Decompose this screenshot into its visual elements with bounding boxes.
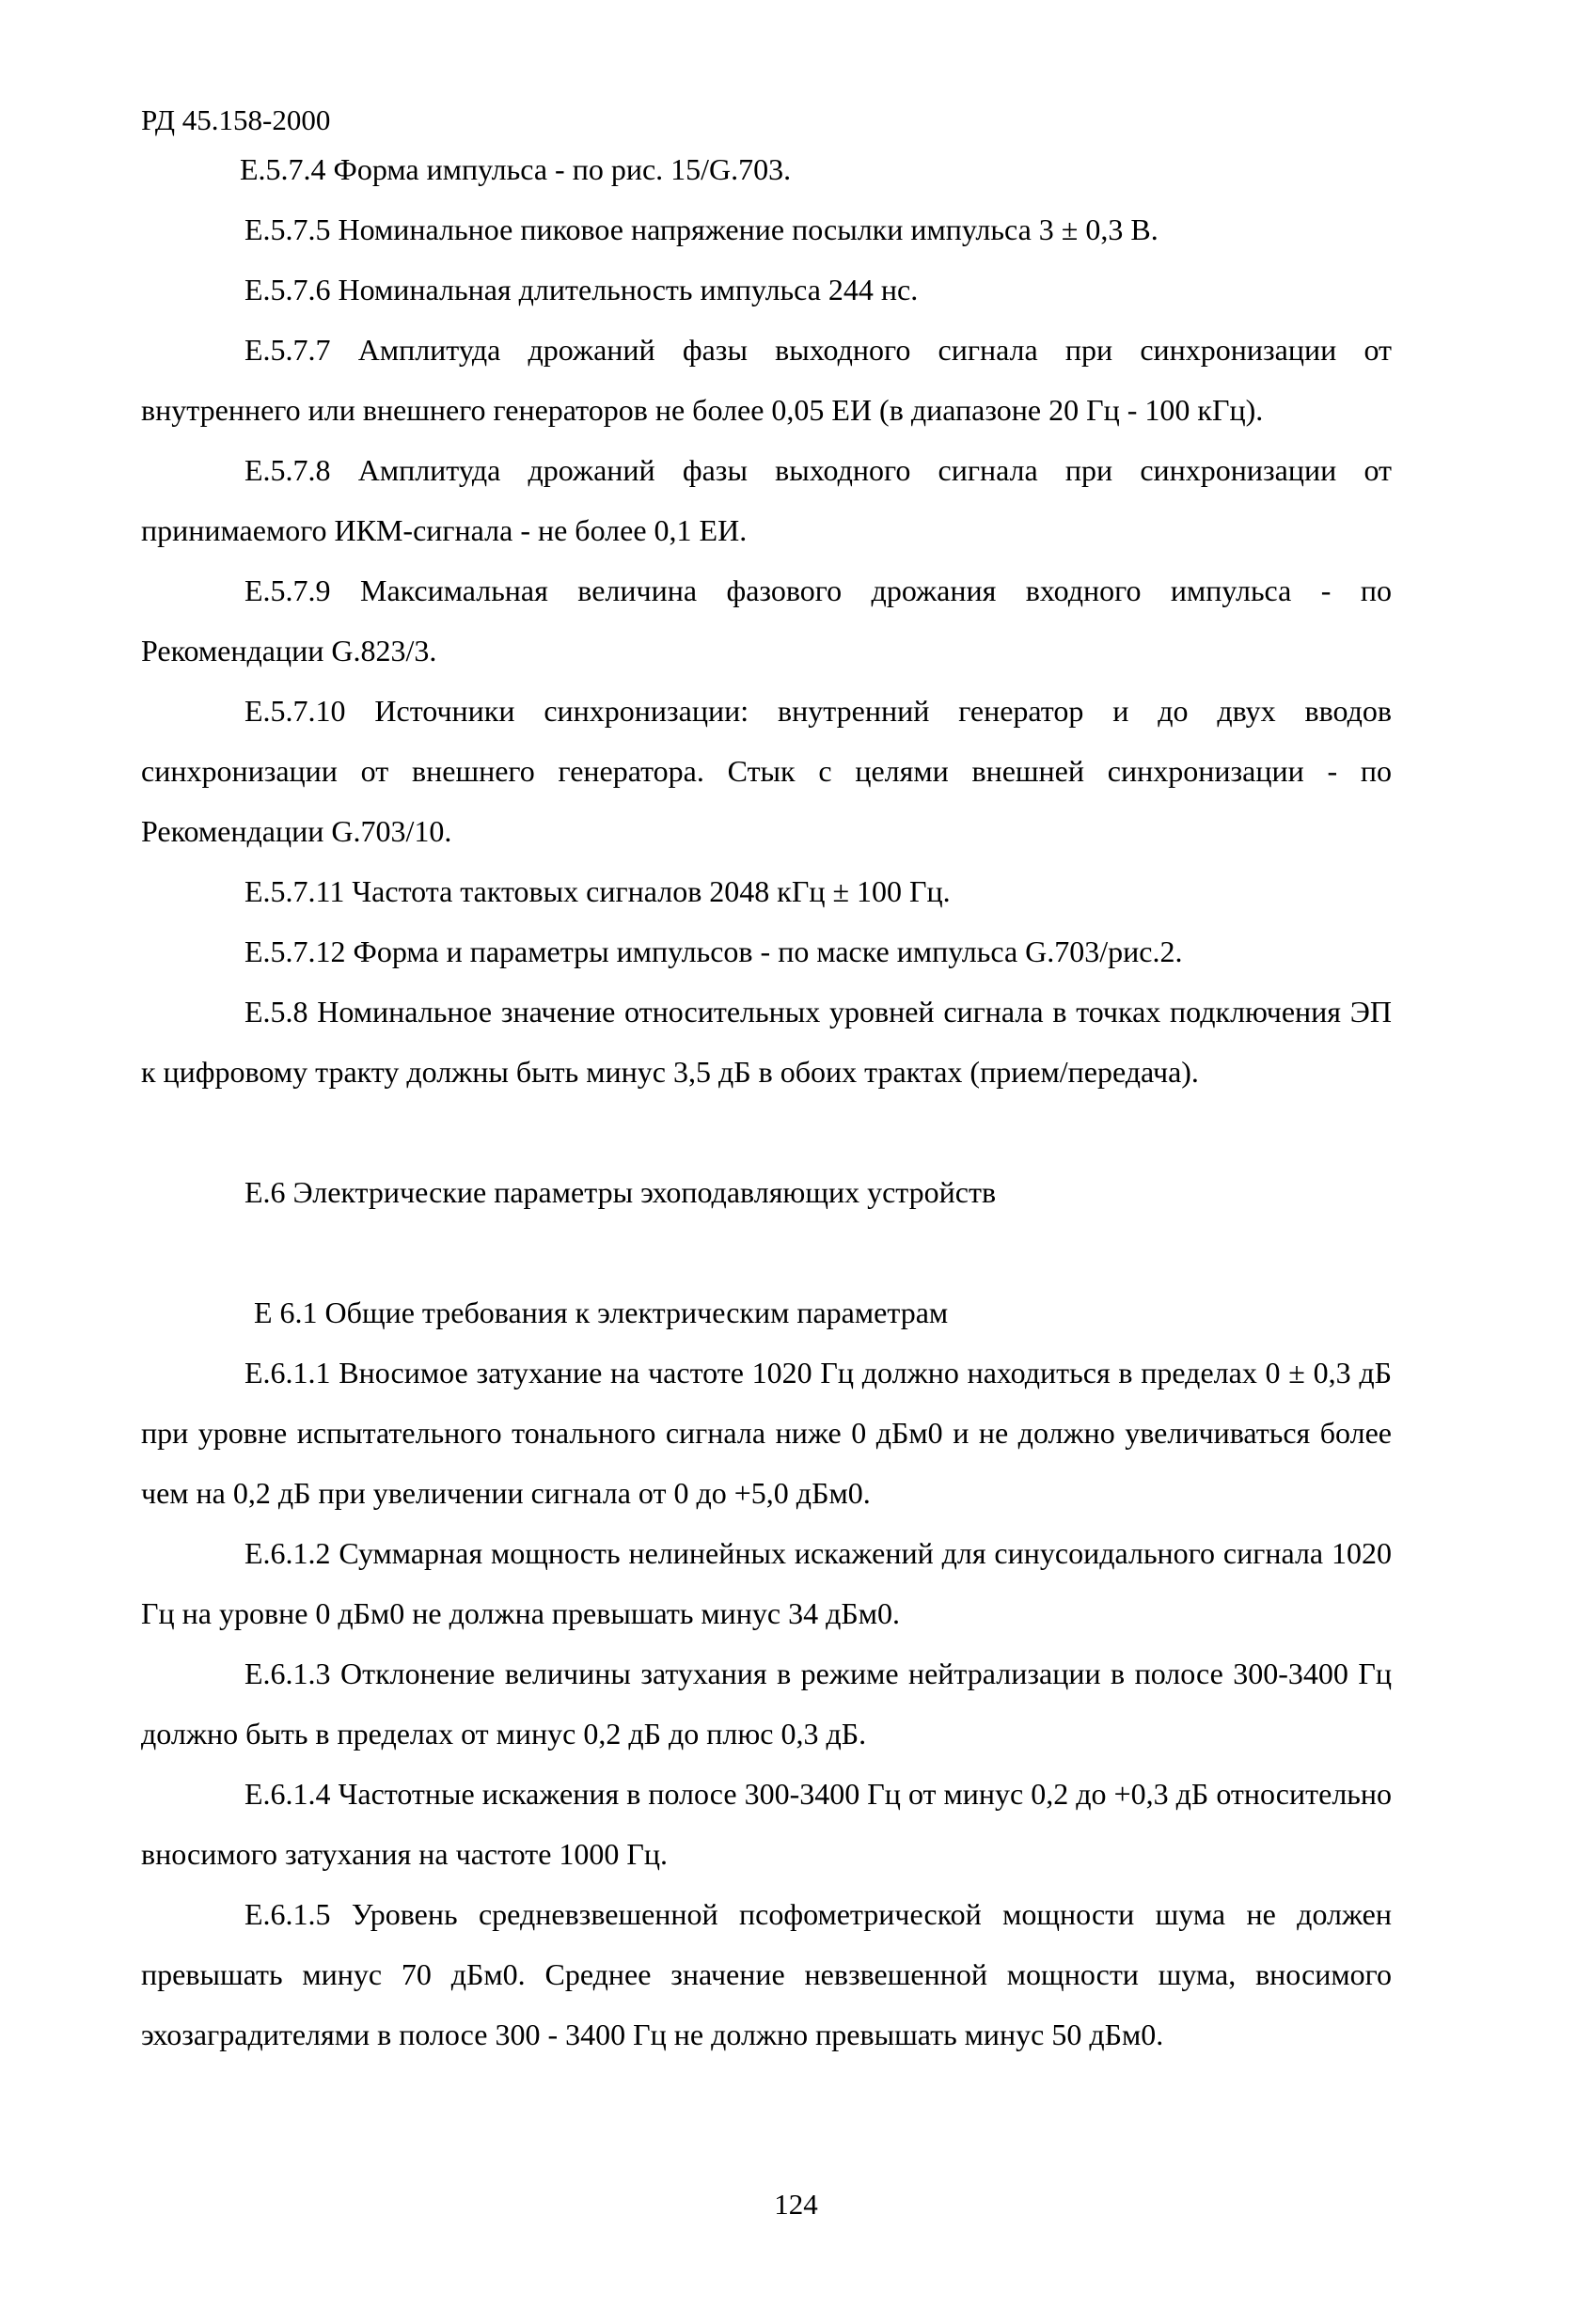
paragraph-e-6-1-1: Е.6.1.1 Вносимое затухание на частоте 1020 Гц должно находиться в пределах 0 ± 0,3 дБ при уровне испытательного тонального сигнала ниже 0 дБм0 и не должно увеличиваться более чем на 0,2 дБ при увеличении сигнала от 0 до +5,0 дБм0. xyxy=(141,1356,1392,1510)
page-number: 124 xyxy=(774,2188,818,2221)
document-body xyxy=(141,139,1392,2065)
paragraph-e-6-1-4: Е.6.1.4 Частотные искажения в полосе 300-3400 Гц от минус 0,2 до +0,3 дБ относительно вносимого затухания на частоте 1000 Гц. xyxy=(141,1777,1392,1871)
paragraph-e-5-7-10: Е.5.7.10 Источники синхронизации: внутренний генератор и до двух вводов синхронизации от внешнего генератора. Стык с целями внешней синхронизации - по Рекомендации G.703/10. xyxy=(141,694,1392,848)
paragraph-e-6-1-3: Е.6.1.3 Отклонение величины затухания в режиме нейтрализации в полосе 300-3400 Гц должно быть в пределах от минус 0,2 дБ до плюс 0,3 дБ. xyxy=(141,1657,1392,1751)
paragraph-e-5-7-12: Е.5.7.12 Форма и параметры импульсов - по маске импульса G.703/рис.2. xyxy=(244,934,1183,968)
document-code-header: РД 45.158-2000 xyxy=(141,103,331,136)
paragraph-e-5-7-11: Е.5.7.11 Частота тактовых сигналов 2048 кГц ± 100 Гц. xyxy=(244,874,951,908)
paragraph-e-5-8: Е.5.8 Номинальное значение относительных уровней сигнала в точках подключения ЭП к цифровому тракту должны быть минус 3,5 дБ в обоих трактах (прием/передача). xyxy=(141,995,1392,1089)
paragraph-e-5-7-6: Е.5.7.6 Номинальная длительность импульса 244 нс. xyxy=(244,273,919,306)
subsection-heading-e-6-1: Е 6.1 Общие требования к электрическим параметрам xyxy=(254,1295,949,1329)
paragraph-e-5-7-5: Е.5.7.5 Номинальное пиковое напряжение посылки импульса 3 ± 0,3 В. xyxy=(244,212,1159,246)
paragraph-e-5-7-8: Е.5.7.8 Амплитуда дрожаний фазы выходного сигнала при синхронизации от принимаемого ИКМ-сигнала - не более 0,1 ЕИ. xyxy=(141,453,1392,547)
section-heading-e-6: Е.6 Электрические параметры эхоподавляющих устройств xyxy=(244,1175,997,1209)
paragraph-e-5-7-4: Е.5.7.4 Форма импульса - по рис. 15/G.703. xyxy=(240,152,792,186)
paragraph-e-6-1-2: Е.6.1.2 Суммарная мощность нелинейных искажений для синусоидального сигнала 1020 Гц на уровне 0 дБм0 не должна превышать минус 34 дБм0. xyxy=(141,1536,1392,1630)
paragraph-e-6-1-5: Е.6.1.5 Уровень средневзвешенной псофометрической мощности шума не должен превышать минус 70 дБм0. Среднее значение невзвешенной мощности шума, вносимого эхозаградителями в полосе 300 - 3400 Гц не должно превышать минус 50 дБм0. xyxy=(141,1897,1392,2051)
paragraph-e-5-7-9: Е.5.7.9 Максимальная величина фазового дрожания входного импульса - по Рекомендации G.823/3. xyxy=(141,573,1392,667)
paragraph-e-5-7-7: Е.5.7.7 Амплитуда дрожаний фазы выходного сигнала при синхронизации от внутреннего или внешнего генераторов не более 0,05 ЕИ (в диапазоне 20 Гц - 100 кГц). xyxy=(141,333,1392,427)
